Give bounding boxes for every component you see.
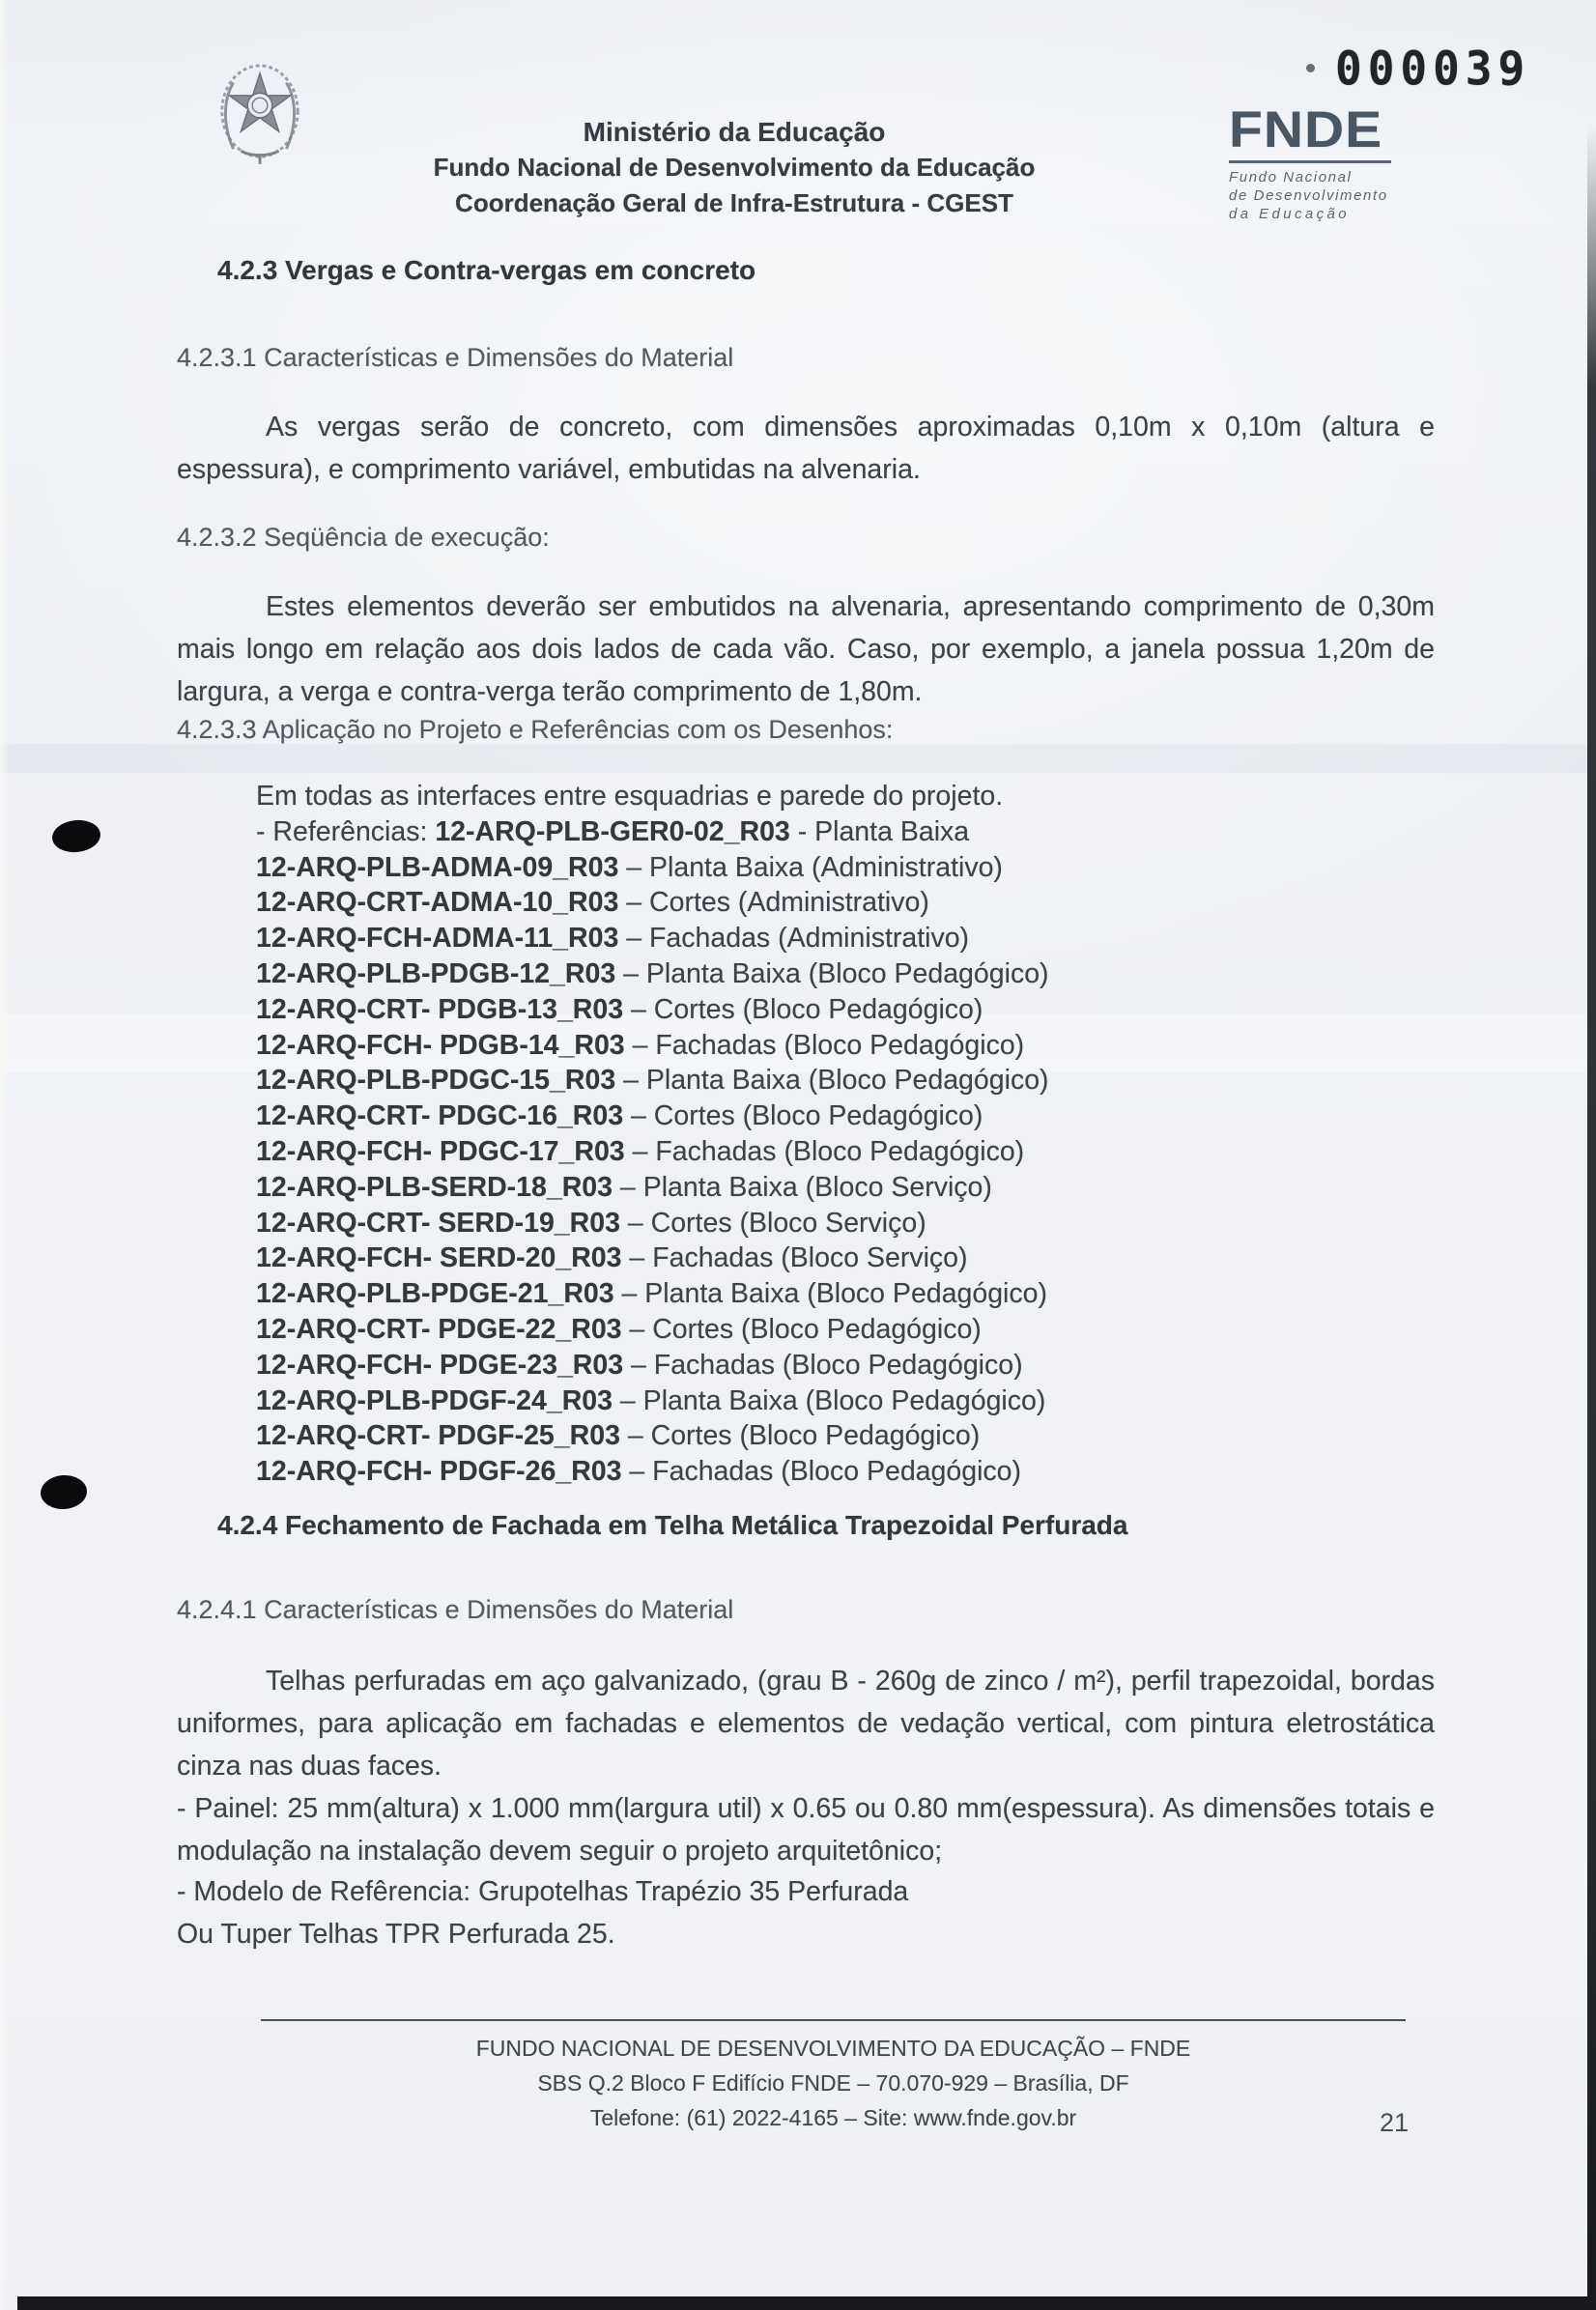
reference-item (256, 992, 1454, 1028)
reference-code: 12-ARQ-FCH- PDGE-23_R03 (256, 1349, 624, 1381)
section-4241-paragraph: Telhas perfuradas em aço galvanizado, (grau B - 260g de zinco / m²), perfil trapezoidal, bordas uniformes, para aplicação em fachadas e elementos de vedação vertical, com pintura eletrostática cinza nas duas faces. (177, 1666, 1435, 1782)
brazil-coat-of-arms-icon (213, 56, 307, 166)
reference-code: 12-ARQ-PLB-ADMA-09_R03 (256, 851, 619, 883)
reference-first-line (256, 814, 1454, 850)
org-coordination: Coordenação Geral de Infra-Estrutura - CGEST (455, 188, 1013, 217)
reference-desc: – Fachadas (Bloco Pedagógico) (624, 1029, 1025, 1061)
reference-code: 12-ARQ-FCH- PDGB-14_R03 (256, 1029, 625, 1061)
reference-desc: – Planta Baixa (Bloco Pedagógico) (613, 1278, 1047, 1310)
section-423-title: 4.2.3 Vergas e Contra-vergas em concreto (217, 255, 756, 285)
reference-item (256, 1454, 1454, 1490)
reference-code: 12-ARQ-FCH-ADMA-11_R03 (256, 923, 619, 955)
scan-artifact-band (0, 744, 1596, 773)
reference-code: 12-ARQ-FCH- SERD-20_R03 (256, 1242, 622, 1274)
reference-item (256, 1170, 1454, 1206)
reference-desc: - Planta Baixa (789, 815, 970, 847)
reference-item (256, 850, 1454, 886)
reference-item (256, 1028, 1454, 1064)
reference-item (256, 1098, 1454, 1134)
reference-code: 12-ARQ-FCH- PDGF-26_R03 (256, 1456, 622, 1488)
reference-item (256, 1312, 1454, 1348)
reference-code: 12-ARQ-PLB-PDGC-15_R03 (256, 1065, 616, 1097)
hole-punch-mark-bottom (40, 1473, 88, 1510)
reference-item (256, 921, 1454, 956)
reference-item (256, 956, 1454, 992)
reference-code: 12-ARQ-CRT- PDGC-16_R03 (256, 1100, 624, 1132)
reference-code: 12-ARQ-PLB-GER0-02_R03 (435, 815, 790, 847)
reference-item (256, 1383, 1454, 1419)
reference-desc: – Planta Baixa (Administrativo) (618, 851, 1003, 883)
reference-desc: – Fachadas (Bloco Serviço) (621, 1242, 968, 1274)
footer-block (261, 2031, 1406, 2135)
reference-code: 12-ARQ-CRT- PDGF-25_R03 (256, 1420, 620, 1452)
fnde-logo-acronym: FNDE (1229, 101, 1383, 159)
reference-code: 12-ARQ-CRT- PDGE-22_R03 (256, 1313, 622, 1345)
reference-desc: – Cortes (Bloco Pedagógico) (623, 993, 983, 1025)
reference-list (256, 779, 1454, 1490)
section-4241-title: 4.2.4.1 Características e Dimensões do Material (177, 1595, 734, 1624)
reference-desc: – Cortes (Administrativo) (618, 887, 929, 919)
footer-org-line: FUNDO NACIONAL DE DESENVOLVIMENTO DA EDUCAÇÃO – FNDE (475, 2036, 1191, 2061)
references-label: - Referências: (256, 815, 436, 847)
reference-desc: – Cortes (Bloco Serviço) (619, 1207, 926, 1239)
reference-desc: – Fachadas (Bloco Pedagógico) (623, 1349, 1023, 1381)
reference-item (256, 1418, 1454, 1454)
reference-desc: – Fachadas (Administrativo) (618, 923, 970, 955)
reference-item (256, 1348, 1454, 1383)
fnde-logo-rule (1229, 160, 1391, 163)
scan-edge-right (1587, 126, 1596, 2310)
scan-edge-left (0, 0, 9, 2310)
footer-contact-line: Telefone: (61) 2022-4165 – Site: www.fnde.gov.br (589, 2105, 1077, 2130)
reference-code: 12-ARQ-PLB-PDGB-12_R03 (256, 957, 616, 989)
section-424-title: 4.2.4 Fechamento de Fachada em Telha Metálica Trapezoidal Perfurada (217, 1510, 1128, 1540)
section-4232-title: 4.2.3.2 Seqüência de execução: (177, 523, 550, 552)
reference-code: 12-ARQ-CRT-ADMA-10_R03 (256, 887, 619, 919)
fnde-logo-subtitle: da Educação (1229, 206, 1350, 222)
reference-desc: – Fachadas (Bloco Pedagógico) (621, 1456, 1022, 1488)
footer-rule (261, 2019, 1406, 2021)
reference-code: 12-ARQ-PLB-SERD-18_R03 (256, 1171, 613, 1203)
reference-item (256, 1241, 1454, 1276)
stamp-ink-dot (1306, 64, 1315, 72)
section-4231-title: 4.2.3.1 Características e Dimensões do Material (177, 343, 734, 372)
fnde-logo (1229, 101, 1412, 223)
section-4233-title: 4.2.3.3 Aplicação no Projeto e Referências com os Desenhos: (177, 715, 894, 744)
reference-model-line-2: Ou Tuper Telhas TPR Perfurada 25. (177, 1919, 615, 1950)
reference-item (256, 885, 1454, 921)
footer-address-line: SBS Q.2 Bloco F Edifício FNDE – 70.070-929 – Brasília, DF (537, 2070, 1129, 2096)
reference-desc: – Planta Baixa (Bloco Serviço) (613, 1171, 992, 1203)
reference-desc: – Fachadas (Bloco Pedagógico) (624, 1135, 1025, 1167)
reference-item (256, 1134, 1454, 1170)
page-number: 21 (1380, 2108, 1410, 2137)
reference-desc: – Cortes (Bloco Pedagógico) (623, 1100, 983, 1132)
panel-spec-line: - Painel: 25 mm(altura) x 1.000 mm(largura util) x 0.65 ou 0.80 mm(espessura). As dimensões totais e modulação na instalação devem seguir o projeto arquitetônico; (177, 1793, 1435, 1867)
reference-code: 12-ARQ-FCH- PDGC-17_R03 (256, 1135, 625, 1167)
reference-items (256, 850, 1454, 1490)
reference-code: 12-ARQ-PLB-PDGE-21_R03 (256, 1278, 614, 1310)
references-intro: Em todas as interfaces entre esquadrias e parede do projeto. (256, 781, 1004, 812)
reference-desc: – Planta Baixa (Bloco Pedagógico) (615, 957, 1049, 989)
reference-desc: – Planta Baixa (Bloco Pedagógico) (613, 1384, 1046, 1416)
section-4232-paragraph: Estes elementos deverão ser embutidos na alvenaria, apresentando comprimento de 0,30m mais longo em relação aos dois lados de cada vão. Caso, por exemplo, a janela possua 1,20m de largura, a verga e contra-verga terão comprimento de 1,80m. (177, 591, 1435, 707)
header-org-block (367, 114, 1101, 221)
reference-item (256, 1063, 1454, 1098)
org-ministry: Ministério da Educação (583, 117, 886, 147)
reference-model-line: - Modelo de Refêrencia: Grupotelhas Trapézio 35 Perfurada (177, 1876, 909, 1907)
reference-code: 12-ARQ-PLB-PDGF-24_R03 (256, 1384, 613, 1416)
hole-punch-mark-top (50, 817, 101, 854)
reference-desc: – Cortes (Bloco Pedagógico) (621, 1313, 982, 1345)
fnde-logo-subtitle: Fundo Nacional (1229, 169, 1353, 185)
reference-code: 12-ARQ-CRT- PDGB-13_R03 (256, 993, 624, 1025)
section-4231-paragraph: As vergas serão de concreto, com dimensões aproximadas 0,10m x 0,10m (altura e espessura), e comprimento variável, embutidas na alvenaria. (177, 412, 1435, 485)
reference-code: 12-ARQ-CRT- SERD-19_R03 (256, 1207, 620, 1239)
fnde-logo-subtitle: de Desenvolvimento (1229, 187, 1388, 204)
reference-item (256, 1276, 1454, 1312)
org-fund: Fundo Nacional de Desenvolvimento da Educação (433, 153, 1036, 182)
scan-edge-bottom (17, 2296, 1596, 2310)
reference-desc: – Planta Baixa (Bloco Pedagógico) (615, 1065, 1049, 1097)
reference-item (256, 1206, 1454, 1241)
page-stamp-number: 000039 (1335, 41, 1531, 97)
reference-desc: – Cortes (Bloco Pedagógico) (619, 1420, 981, 1452)
